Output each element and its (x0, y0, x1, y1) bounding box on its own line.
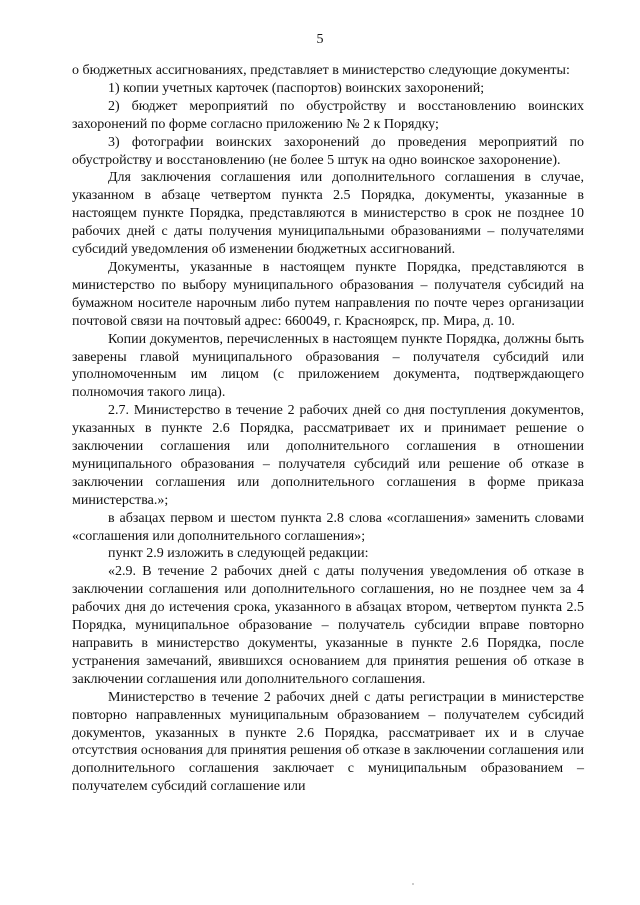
document-body (72, 62, 584, 796)
paragraph: о бюджетных ассигнованиях, представляет в министерство следующие документы: (72, 63, 570, 78)
paragraph: Копии документов, перечисленных в настоящем пункте Порядка, должны быть заверены главой муниципального образования – получателя субсидий или уполномоченным им лицом (с приложением документа, подтверждающего полномочия такого лица). (72, 331, 584, 401)
paragraph: 1) копии учетных карточек (паспортов) воинских захоронений; (108, 80, 485, 96)
scan-speck (412, 883, 414, 885)
paragraph: «2.9. В течение 2 рабочих дней с даты получения уведомления об отказе в заключении соглашения или дополнительного соглашения, но не позднее чем за 4 рабочих дня до истечения срока, указанного в абзацах втором, четвертом пункта 2.5 Порядка, муниципальное образование – получатель субсидии вправе повторно направить в министерство документы, указанные в пункте 2.6 Порядка, после устранения замечаний, явившихся основанием для принятия решения об отказе в заключении соглашения или дополнительного соглашения. (72, 564, 584, 687)
paragraph: Для заключения соглашения или дополнительного соглашения в случае, указанном в абзаце четвертом пункта 2.5 Порядка, документы, указанные в настоящем пункте Порядка, представляются в министерство в срок не позднее 10 рабочих дней с даты получения муниципальными образованиями – получателями субсидий уведомления об изменении бюджетных ассигнований. (72, 170, 584, 258)
paragraph: в абзацах первом и шестом пункта 2.8 слова «соглашения» заменить словами «соглашения или дополнительного соглашения»; (72, 510, 584, 544)
paragraph: Министерство в течение 2 рабочих дней с даты регистрации в министерстве повторно направленных муниципальным образованием – получателем субсидий документов, указанных в пункте 2.6 Порядка, рассматривает их и в случае отсутствия основания для принятия решения об отказе в заключении соглашения или дополнительного соглашения заключает с муниципальным образованием – получателем субсидий соглашение или (72, 689, 584, 795)
page-number: 5 (316, 32, 324, 47)
paragraph: 2) бюджет мероприятий по обустройству и восстановлению воинских захоронений по форме согласно приложению № 2 к Порядку; (72, 98, 584, 132)
paragraph: 2.7. Министерство в течение 2 рабочих дней со дня поступления документов, указанных в пункте 2.6 Порядка, рассматривает их и принимает решение о заключении соглашения или дополнительного соглашения в отношении муниципального образования – получателя субсидий или решение об отказе в заключении соглашения или дополнительного соглашения в форме приказа министерства.»; (72, 403, 584, 508)
paragraph: Документы, указанные в настоящем пункте Порядка, представляются в министерство по выбору муниципального образования – получателя субсидий на бумажном носителе нарочным либо путем направления по почте через организации почтовой связи на почтовый адрес: 660049, г. Красноярск, пр. Мира, д. 10. (72, 259, 584, 329)
paragraph: 3) фотографии воинских захоронений до проведения мероприятий по обустройству и восстановлению (не более 5 штук на одно воинское захоронение). (72, 134, 584, 168)
paragraph: пункт 2.9 изложить в следующей редакции: (108, 546, 369, 562)
